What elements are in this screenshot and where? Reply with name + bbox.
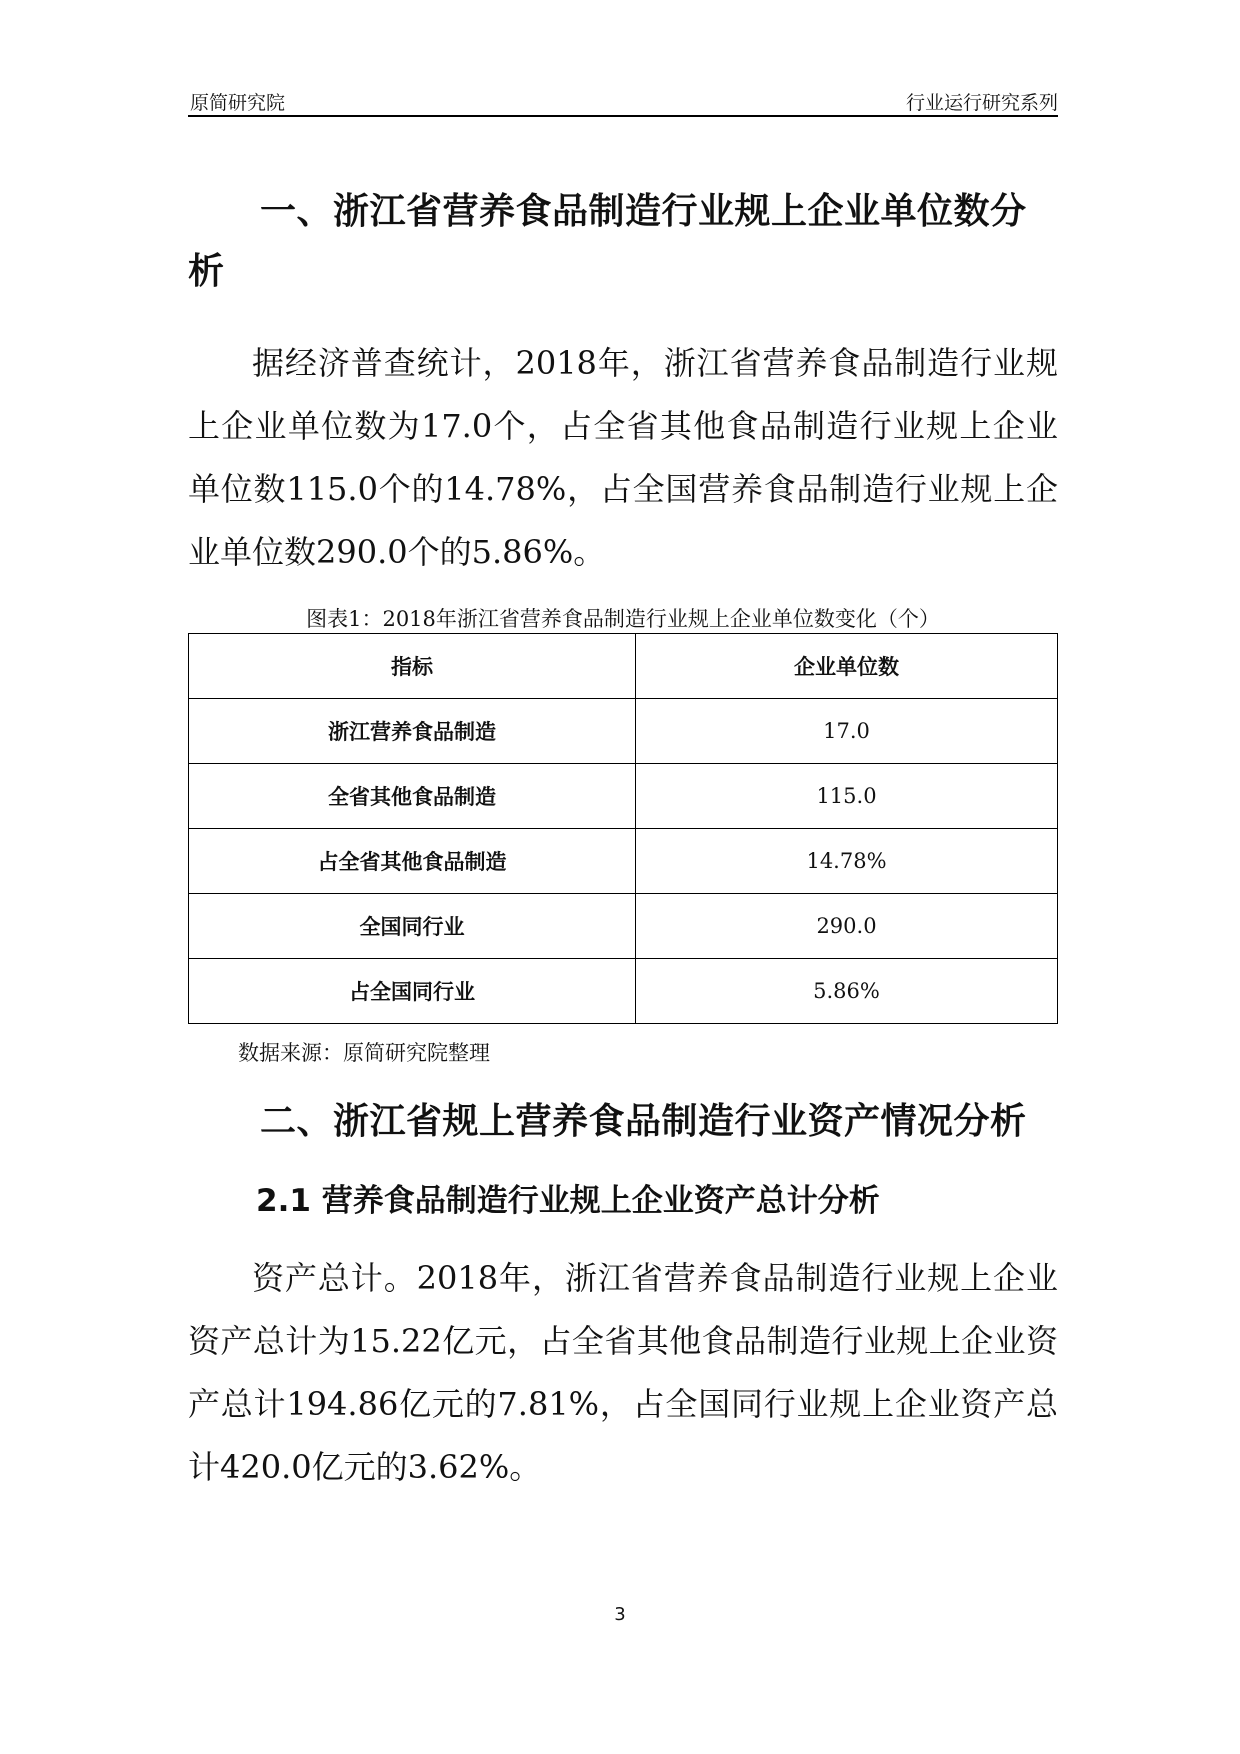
- table-row-value: 14.78%: [636, 829, 1058, 894]
- table-header-indicator: 指标: [189, 634, 636, 699]
- table-row-label: 占全省其他食品制造: [189, 829, 636, 894]
- header-series-name: 行业运行研究系列: [905, 92, 1058, 114]
- header-org-name: 原简研究院: [190, 92, 286, 114]
- table-row-label: 全国同行业: [189, 894, 636, 959]
- table1-source: 数据来源：原简研究院整理: [238, 1041, 490, 1065]
- page-number: 3: [614, 1604, 626, 1625]
- table1: [188, 633, 1058, 1024]
- section2-title: 二、浙江省规上营养食品制造行业资产情况分析: [260, 1101, 1027, 1142]
- section1-title: 一、浙江省营养食品制造行业规上企业单位数分析: [188, 191, 1027, 292]
- table-row: [189, 829, 1058, 894]
- table-row-label: 浙江营养食品制造: [189, 699, 636, 764]
- table-row-value: 115.0: [636, 764, 1058, 829]
- table-row-label: 占全国同行业: [189, 959, 636, 1024]
- table-row: [189, 959, 1058, 1024]
- header-divider: [188, 115, 1058, 117]
- section2-subtitle: 2.1 营养食品制造行业规上企业资产总计分析: [256, 1183, 880, 1219]
- table1-caption: 图表1：2018年浙江省营养食品制造行业规上企业单位数变化（个）: [306, 607, 940, 631]
- table-row-value: 5.86%: [636, 959, 1058, 1024]
- table-header-count: 企业单位数: [636, 634, 1058, 699]
- table-row: [189, 764, 1058, 829]
- table-header-row: [189, 634, 1058, 699]
- table-row-value: 290.0: [636, 894, 1058, 959]
- table-row-value: 17.0: [636, 699, 1058, 764]
- table-row: [189, 699, 1058, 764]
- section2-paragraph: 资产总计。2018年，浙江省营养食品制造行业规上企业资产总计为15.22亿元，占全省其他食品制造行业规上企业资产总计194.86亿元的7.81%，占全国同行业规上企业资产总计420.0亿元的3.62%。: [188, 1259, 1058, 1486]
- table-row-label: 全省其他食品制造: [189, 764, 636, 829]
- section1-paragraph: 据经济普查统计，2018年，浙江省营养食品制造行业规上企业单位数为17.0个，占全省其他食品制造行业规上企业单位数115.0个的14.78%，占全国营养食品制造行业规上企业单位数290.0个的5.86%。: [188, 344, 1058, 571]
- table-row: [189, 894, 1058, 959]
